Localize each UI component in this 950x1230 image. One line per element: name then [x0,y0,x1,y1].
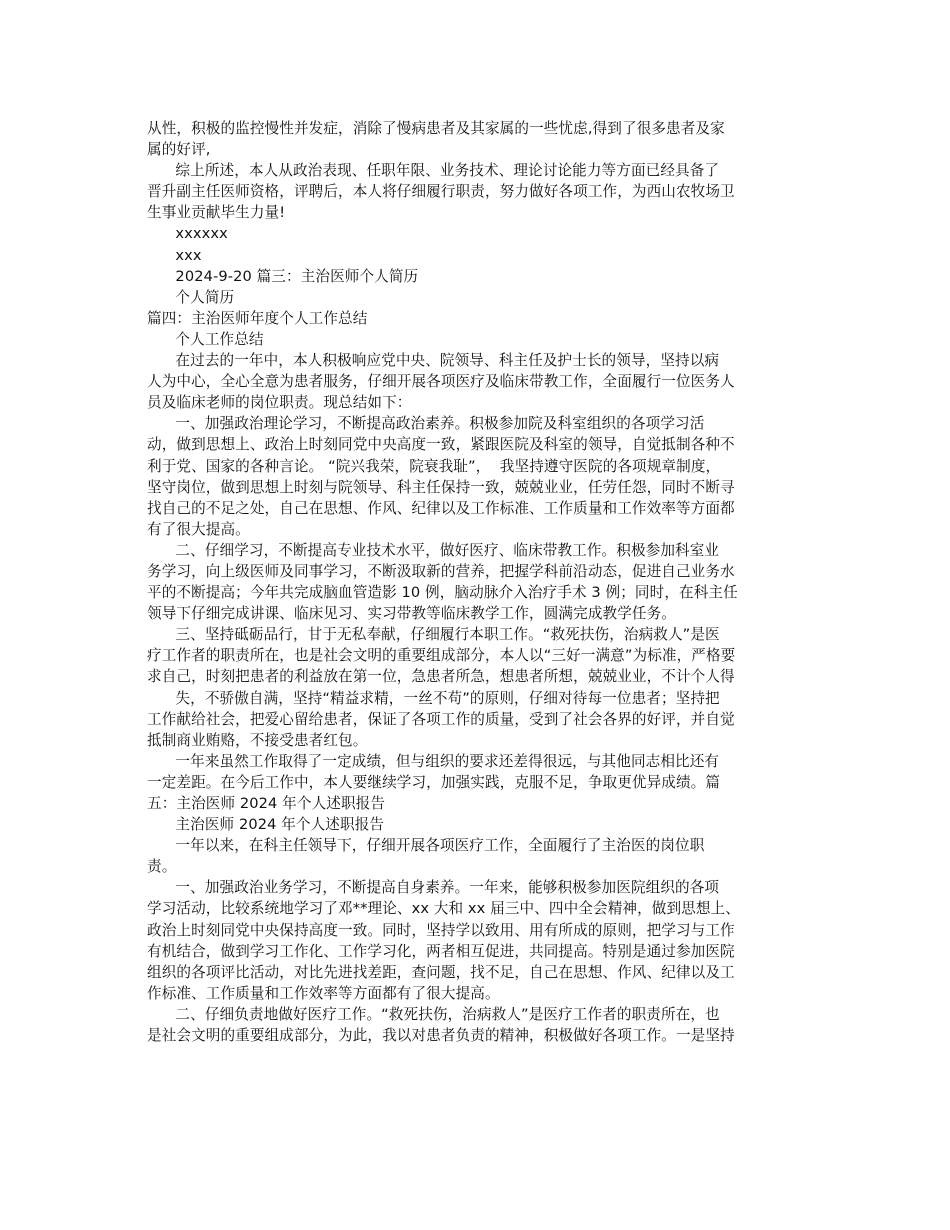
document-body [147,118,807,1046]
text-line: 五：主治医师 2024 年个人述职报告 [147,795,386,812]
text-line: 生事业贡献毕生力量! [147,204,286,222]
text-line: 政治上时刻同党中央保持高度一致。同时，坚持学以致用、用有所成的原则，把学习与工作 [147,921,735,939]
text-line: 二、仔细学习，不断提高专业技术水平，做好医疗、临床带教工作。积极参加科室业 [147,541,720,559]
text-line: 有了很大提高。 [147,520,250,538]
text-line: 属的好评, [147,141,211,159]
text-line: 利于党、国家的各种言论。 “院兴我荣，院衰我耻”， 我坚持遵守医院的各项规章制度， [147,457,721,475]
text-line: 员及临床老师的岗位职责。现总结如下： [147,394,412,412]
text-line: 领导下仔细完成讲课、临床见习、实习带教等临床教学工作，圆满完成教学任务。 [147,605,676,623]
text-line: 主治医师 2024 年个人述职报告 [147,816,385,834]
text-line: 务学习，向上级医师及同事学习，不断汲取新的营养，把握学科前沿动态，促进自己业务水 [147,562,735,580]
text-line: 学习活动，比较系统地学习了邓**理论、xx 大和 xx 届三中、四中全会精神，做到思想上、 [147,900,740,918]
text-line: 动，做到思想上、政治上时刻同党中央高度一致，紧跟医院及科室的领导，自觉抵制各种不 [147,436,735,454]
text-line: 个人简历 [147,288,235,306]
text-line: 个人工作总结 [147,330,264,348]
text-line: 抵制商业贿赂，不接受患者红包。 [147,731,368,749]
text-line: 从性，积极的监控慢性并发症，消除了慢病患者及其家属的一些忧虑,得到了很多患者及家 [147,120,725,137]
text-line: 工作献给社会，把爱心留给患者，保证了各项工作的质量，受到了社会各界的好评，并自觉 [147,710,735,728]
text-line: 晋升副主任医师资格，评聘后，本人将仔细履行职责，努力做好各项工作，为西山农牧场卫 [147,183,735,201]
text-line: 一定差距。在今后工作中，本人要继续学习，加强实践，克服不足，争取更优异成绩。篇 [147,773,721,791]
text-line: 坚守岗位，做到思想上时刻与院领导、科主任保持一致，兢兢业业，任劳任怨，同时不断寻 [147,478,735,496]
text-line: 2024-9-20 篇三：主治医师个人简历 [147,267,419,285]
text-line: 二、仔细负责地做好医疗工作。“救死扶伤，治病救人”是医疗工作者的职责所在，也 [147,1005,720,1023]
text-line: 一、加强政治业务学习，不断提高自身素养。一年来，能够积极参加医院组织的各项 [147,879,720,897]
text-line: 疗工作者的职责所在，也是社会文明的重要组成部分，本人以“三好一满意”为标准，严格要 [147,647,736,665]
text-line: 组织的各项评比活动，对比先进找差距，查问题，找不足，自己在思想、作风、纪律以及工 [147,963,735,981]
text-line: 责。 [147,858,177,876]
text-line: 综上所述，本人从政治表现、任职年限、业务技术、理论讨论能力等方面已经具备了 [147,162,720,180]
text-line: xxx [147,246,202,264]
text-line: 一年以来，在科主任领导下，仔细开展各项医疗工作，全面履行了主治医的岗位职 [147,837,705,855]
text-line: 是社会文明的重要组成部分，为此，我以对患者负责的精神，积极做好各项工作。一是坚持 [147,1027,735,1045]
text-line: 平的不断提高；今年共完成脑血管造影 10 例，脑动脉介入治疗手术 3 例；同时，在科主任 [147,584,738,602]
text-line: 求自己，时刻把患者的利益放在第一位，急患者所急，想患者所想，兢兢业业，不计个人得 [147,668,735,686]
text-line: 人为中心，全心全意为患者服务，仔细开展各项医疗及临床带教工作，全面履行一位医务人 [147,373,735,391]
text-line: 篇四：主治医师年度个人工作总结 [147,309,368,327]
text-line: 失，不骄傲自满，坚持“精益求精，一丝不苟”的原则，仔细对待每一位患者；坚持把 [147,689,720,707]
text-line: 一、加强政治理论学习，不断提高政治素养。积极参加院及科室组织的各项学习活 [147,415,705,433]
text-line: xxxxxx [147,225,228,243]
text-line: 有机结合，做到学习工作化、工作学习化，两者相互促进，共同提高。特别是通过参加医院 [147,942,735,960]
text-line: 一年来虽然工作取得了一定成绩，但与组织的要求还差得很远，与其他同志相比还有 [147,752,720,770]
text-line: 三、坚持砥砺品行，甘于无私奉献，仔细履行本职工作。“救死扶伤，治病救人”是医 [147,626,720,644]
text-line: 找自己的不足之处，自己在思想、作风、纪律以及工作标准、工作质量和工作效率等方面都 [147,499,735,517]
text-line: 作标准、工作质量和工作效率等方面都有了很大提高。 [147,984,500,1002]
text-line: 在过去的一年中，本人积极响应党中央、院领导、科主任及护士长的领导，坚持以病 [147,352,720,370]
